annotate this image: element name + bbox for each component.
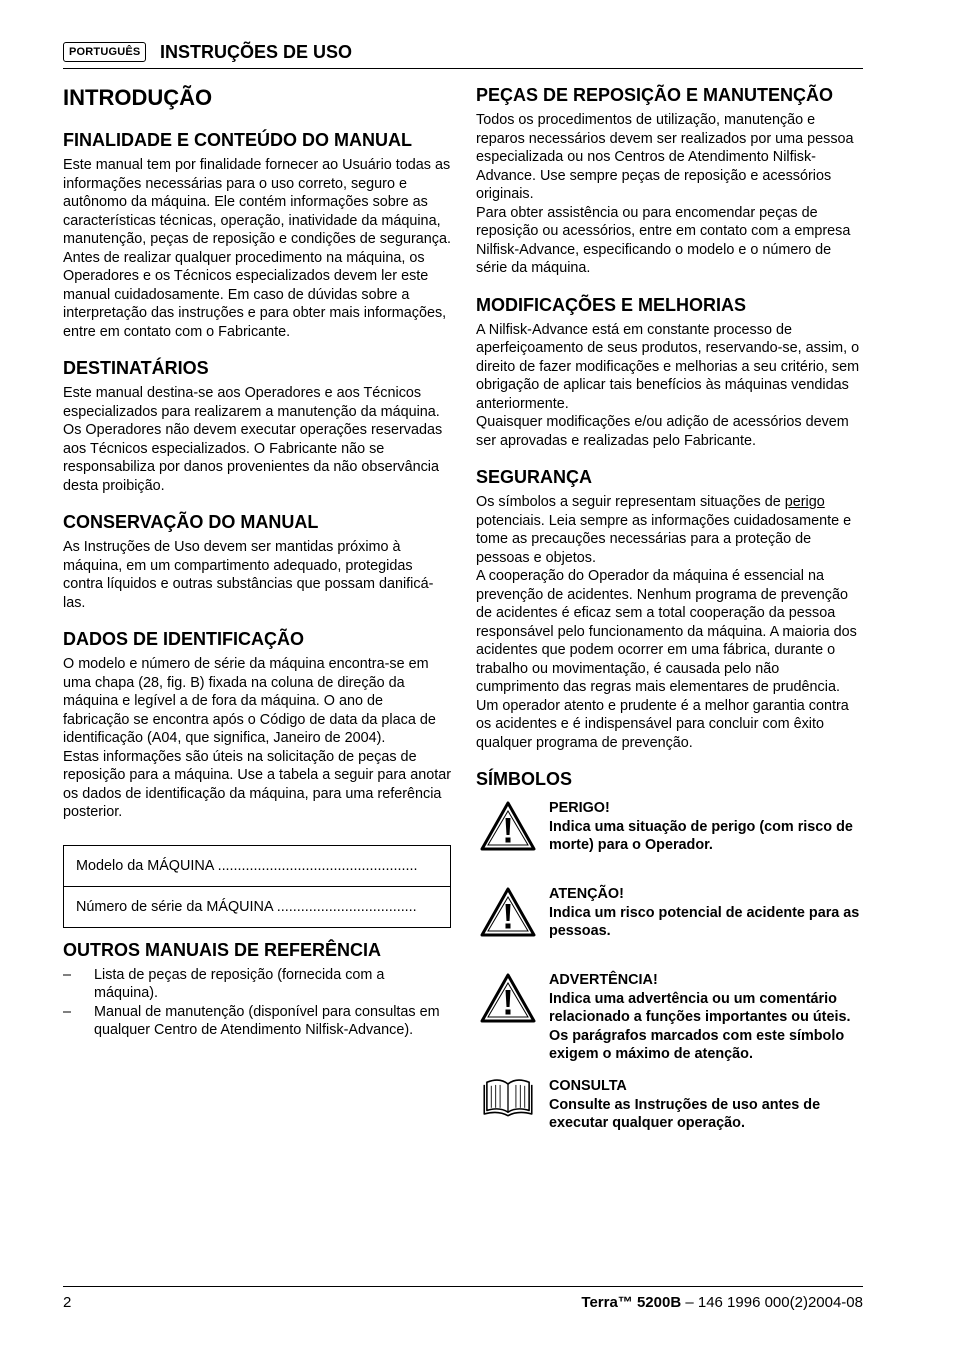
- symbol-label: CONSULTA: [549, 1078, 627, 1094]
- symbol-attention: [476, 885, 864, 971]
- paragraph: Os símbolos a seguir representam situações de perigo potenciais. Leia sempre as informações cuidadosamente e tome as precauções necessárias para a proteção de pessoas e objetos.: [476, 494, 852, 566]
- symbol-warning: [476, 971, 864, 1077]
- symbol-label: ADVERTÊNCIA!: [549, 972, 658, 988]
- section-title: SÍMBOLOS: [476, 769, 573, 789]
- paragraph: As Instruções de Uso devem ser mantidas próximo à máquina, em um compartimento adequado, protegidas contra líquidos e outras substâncias que possam danificá-las.: [63, 539, 434, 611]
- symbol-text: Indica um risco potencial de acidente para as pessoas.: [549, 904, 860, 939]
- header-title: INSTRUÇÕES DE USO: [160, 42, 353, 62]
- section-title: FINALIDADE E CONTEÚDO DO MANUAL: [63, 130, 412, 150]
- paragraph: A cooperação do Operador da máquina é essencial na prevenção de acidentes. Nenhum programa de prevenção de acidentes é eficaz sem a total cooperação da pessoa responsável pelo funcionamento da máquina. A maioria dos acidentes que podem ocorrer em uma fábrica, durante o trabalho ou movimentação, é causada pelo não cumprimento das regras mais elementares de prudência. Um operador atento e prudente é a melhor garantia contra os acidentes e é indispensável para concluir com êxito qualquer programa de prevenção.: [476, 568, 857, 751]
- symbol-description: [549, 971, 864, 1064]
- symbol-text: Consulte as Instruções de uso antes de executar qualquer operação.: [549, 1096, 821, 1131]
- identification-table: [63, 845, 451, 928]
- section-recipients: [63, 356, 451, 495]
- section-other-manuals: [63, 938, 451, 1040]
- paragraph: Todos os procedimentos de utilização, manutenção e reparos necessários devem ser realizados por uma pessoa especializada ou nos Centros de Atendimento Nilfisk-Advance. Use sempre peças de reposição e acessórios originais.: [476, 112, 854, 202]
- section-title: SEGURANÇA: [476, 467, 593, 487]
- paragraph: Os Operadores não devem executar operações reservadas aos Técnicos especializados. O Fabricante não se responsabiliza por danos provenientes da não observância desta proibição.: [63, 422, 443, 494]
- section-title: MODIFICAÇÕES E MELHORIAS: [476, 294, 747, 315]
- symbol-label: ATENÇÃO!: [549, 886, 624, 902]
- symbol-description: [549, 799, 864, 855]
- paragraph: Estas informações são úteis na solicitação de peças de reposição para a máquina. Use a tabela a seguir para anotar os dados de identificação da máquina, para uma referência posterior.: [63, 748, 451, 820]
- paragraph: Quaisquer modificações e/ou adição de acessórios devem ser aprovadas e realizadas pelo Fabricante.: [476, 414, 849, 449]
- section-title: CONSERVAÇÃO DO MANUAL: [63, 512, 319, 532]
- symbol-description: [549, 885, 864, 941]
- left-column: [63, 80, 451, 1055]
- model-name: Terra™ 5200B: [581, 1294, 682, 1311]
- paragraph: Este manual tem por finalidade fornecer ao Usuário todas as informações necessárias para o uso correto, seguro e autônomo da máquina. Ele contém informações sobre as características técnicas, operação, inatividade da máquina, manutenção, peças de reposição e condições de segurança.: [63, 157, 452, 247]
- symbol-danger: [476, 799, 864, 885]
- open-book-icon: [480, 1077, 536, 1121]
- serial-number-row: Número de série da MÁQUINA ...................................: [64, 886, 450, 927]
- model-row: Modelo da MÁQUINA ..................................................: [76, 857, 418, 874]
- warning-triangle-icon: [480, 887, 536, 937]
- main-title: INTRODUÇÃO: [63, 85, 213, 110]
- section-safety: [476, 465, 864, 752]
- paragraph: A Nilfisk-Advance está em constante processo de aperfeiçoamento de seus produtos, reservando-se, assim, o direito de fazer modificações e melhorias a seu critério, sem obrigação de aplicar tais benefícios às máquinas vendidas anteriormente.: [476, 321, 860, 412]
- warning-triangle-icon: [480, 973, 536, 1023]
- section-conservation: [63, 510, 451, 612]
- paragraph: O modelo e número de série da máquina encontra-se em uma chapa (28, fig. B) fixada na coluna de direção da máquina e legível a de fora da máquina. O ano de fabricação se encontra após o Código de data da placa de identificação (A04, que significa, Janeiro de 2004).: [63, 656, 436, 746]
- section-spare-parts: [476, 83, 864, 278]
- list-item: – Lista de peças de reposição (fornecida com a máquina).: [63, 966, 385, 1001]
- symbol-text: Indica uma advertência ou um comentário relacionado a funções importantes ou úteis. Os parágrafos marcados com este símbolo exigem o máximo de atenção.: [549, 990, 851, 1062]
- section-purpose: [63, 128, 451, 341]
- page-number: 2: [63, 1294, 72, 1311]
- underlined-word: perigo: [784, 494, 825, 510]
- page-footer: [63, 1286, 863, 1311]
- symbol-text: Indica uma situação de perigo (com risco de morte) para o Operador.: [549, 818, 853, 853]
- section-title: OUTROS MANUAIS DE REFERÊNCIA: [63, 939, 382, 960]
- symbol-label: PERIGO!: [549, 800, 610, 816]
- dash-marker: –: [63, 966, 72, 983]
- section-title: PEÇAS DE REPOSIÇÃO E MANUTENÇÃO: [476, 85, 834, 105]
- right-column: [476, 80, 864, 1178]
- page-header: [63, 40, 863, 69]
- paragraph: Para obter assistência ou para encomendar peças de reposição ou acessórios, entre em contato com a empresa Nilfisk-Advance, especificando o modelo e o número de série da máquina.: [476, 204, 851, 276]
- paragraph: Antes de realizar qualquer procedimento na máquina, os Operadores e os Técnicos especializados devem ler este manual cuidadosamente. Em caso de dúvidas sobre a interpretação das instruções e para obter mais informações, entre em contato com o Fabricante.: [63, 249, 447, 340]
- symbol-consult: [476, 1077, 864, 1163]
- section-identification: [63, 627, 451, 928]
- dash-marker: –: [63, 1003, 72, 1020]
- document-reference: Terra™ 5200B – 146 1996 000(2)2004-08: [581, 1294, 863, 1311]
- paragraph: Este manual destina-se aos Operadores e aos Técnicos especializados para realizarem a manutenção da máquina.: [63, 385, 440, 420]
- section-title: DADOS DE IDENTIFICAÇÃO: [63, 629, 305, 649]
- manuals-list: [63, 966, 451, 1040]
- section-title: DESTINATÁRIOS: [63, 358, 209, 378]
- section-symbols: [476, 767, 864, 1163]
- warning-triangle-icon: [480, 801, 536, 851]
- section-modifications: [476, 293, 864, 451]
- symbol-description: [549, 1077, 864, 1133]
- language-badge: PORTUGUÊS: [63, 42, 146, 62]
- list-item: – Manual de manutenção (disponível para consultas em qualquer Centro de Atendimento Nilfisk-Advance).: [63, 1003, 440, 1038]
